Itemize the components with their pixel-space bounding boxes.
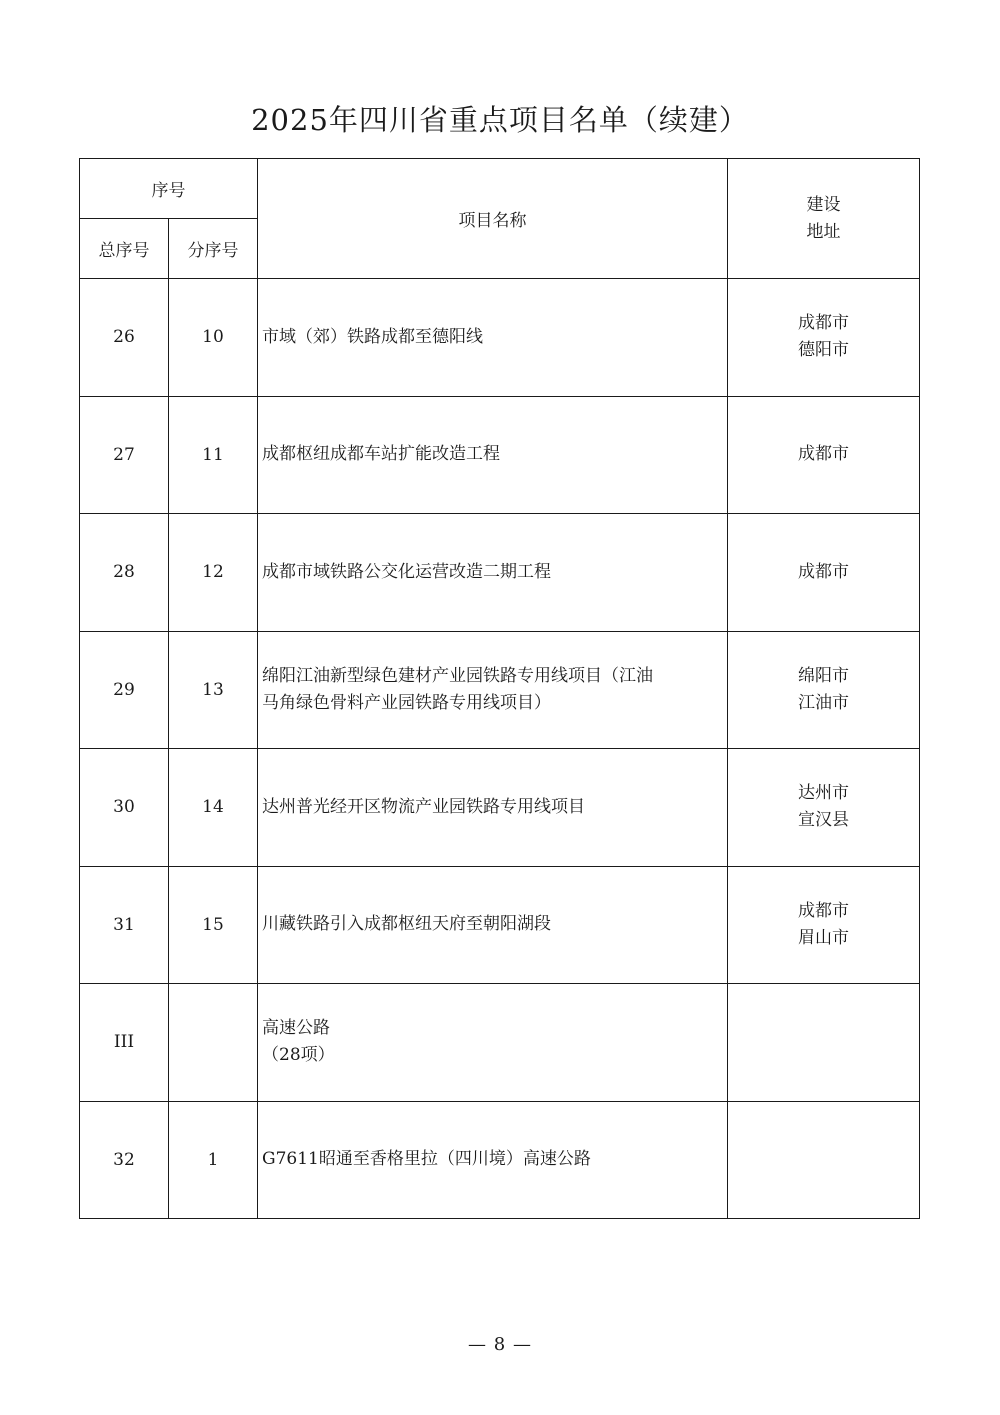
location-line: 成都市 xyxy=(798,444,849,465)
header-location-line: 地址 xyxy=(806,221,841,242)
project-name-cell xyxy=(258,866,728,984)
table-row xyxy=(80,749,920,867)
location-cell xyxy=(728,866,920,984)
project-name-line: 达州普光经开区物流产业园铁路专用线项目 xyxy=(262,796,585,817)
project-table xyxy=(79,158,920,1219)
project-name-cell xyxy=(258,279,728,397)
header-sub-seq: 分序号 xyxy=(169,219,258,279)
project-name-cell xyxy=(258,514,728,632)
location-cell xyxy=(728,1101,920,1219)
project-name-line: 市域（郊）铁路成都至德阳线 xyxy=(262,326,483,347)
sub-seq-cell: 1 xyxy=(169,1101,258,1219)
page-title: 2025年四川省重点项目名单（续建） xyxy=(251,103,749,137)
project-name-cell xyxy=(258,749,728,867)
header-location-line: 建设 xyxy=(806,194,841,215)
total-seq-cell: 28 xyxy=(80,514,169,632)
project-name-line: 高速公路 xyxy=(262,1018,330,1039)
project-name-line: 川藏铁路引入成都枢纽天府至朝阳湖段 xyxy=(262,914,551,935)
sub-seq-cell: 11 xyxy=(169,396,258,514)
total-seq-cell: 26 xyxy=(80,279,169,397)
header-seq-group: 序号 xyxy=(80,159,258,219)
project-name-line: 马角绿色骨料产业园铁路专用线项目） xyxy=(262,692,551,713)
sub-seq-cell: 15 xyxy=(169,866,258,984)
total-seq-cell: III xyxy=(80,984,169,1102)
project-name-line: 成都枢纽成都车站扩能改造工程 xyxy=(262,444,500,465)
location-line: 江油市 xyxy=(798,692,849,713)
project-name-line: 绵阳江油新型绿色建材产业园铁路专用线项目（江油 xyxy=(262,665,653,686)
location-line: 成都市 xyxy=(798,313,849,334)
location-line: 眉山市 xyxy=(798,927,849,948)
table-row xyxy=(80,396,920,514)
sub-seq-cell: 10 xyxy=(169,279,258,397)
table-row xyxy=(80,1101,920,1219)
location-cell xyxy=(728,749,920,867)
project-name-line: G7611昭通至香格里拉（四川境）高速公路 xyxy=(262,1149,591,1170)
project-name-cell xyxy=(258,631,728,749)
sub-seq-cell: 13 xyxy=(169,631,258,749)
page-number: — 8 — xyxy=(468,1334,532,1355)
total-seq-cell: 30 xyxy=(80,749,169,867)
table-row xyxy=(80,279,920,397)
location-line: 达州市 xyxy=(798,783,849,804)
sub-seq-cell: 14 xyxy=(169,749,258,867)
project-name-cell xyxy=(258,984,728,1102)
location-cell xyxy=(728,396,920,514)
total-seq-cell: 32 xyxy=(80,1101,169,1219)
project-name-cell xyxy=(258,396,728,514)
header-total-seq: 总序号 xyxy=(80,219,169,279)
sub-seq-cell xyxy=(169,984,258,1102)
location-cell xyxy=(728,279,920,397)
project-name-cell xyxy=(258,1101,728,1219)
header-project-name: 项目名称 xyxy=(258,159,728,279)
location-line: 成都市 xyxy=(798,900,849,921)
sub-seq-cell: 12 xyxy=(169,514,258,632)
total-seq-cell: 31 xyxy=(80,866,169,984)
location-cell xyxy=(728,984,920,1102)
location-line: 绵阳市 xyxy=(798,665,849,686)
project-name-line: 成都市域铁路公交化运营改造二期工程 xyxy=(262,561,551,582)
total-seq-cell: 29 xyxy=(80,631,169,749)
total-seq-cell: 27 xyxy=(80,396,169,514)
location-cell xyxy=(728,514,920,632)
table-body xyxy=(80,279,920,1219)
location-line: 德阳市 xyxy=(798,340,849,361)
location-line: 成都市 xyxy=(798,561,849,582)
table-row xyxy=(80,866,920,984)
table-row xyxy=(80,984,920,1102)
table-header xyxy=(80,159,920,279)
project-name-line: （28项） xyxy=(262,1045,335,1066)
table-row xyxy=(80,631,920,749)
header-location xyxy=(728,159,920,279)
table-row xyxy=(80,514,920,632)
location-line: 宣汉县 xyxy=(798,810,849,831)
location-cell xyxy=(728,631,920,749)
